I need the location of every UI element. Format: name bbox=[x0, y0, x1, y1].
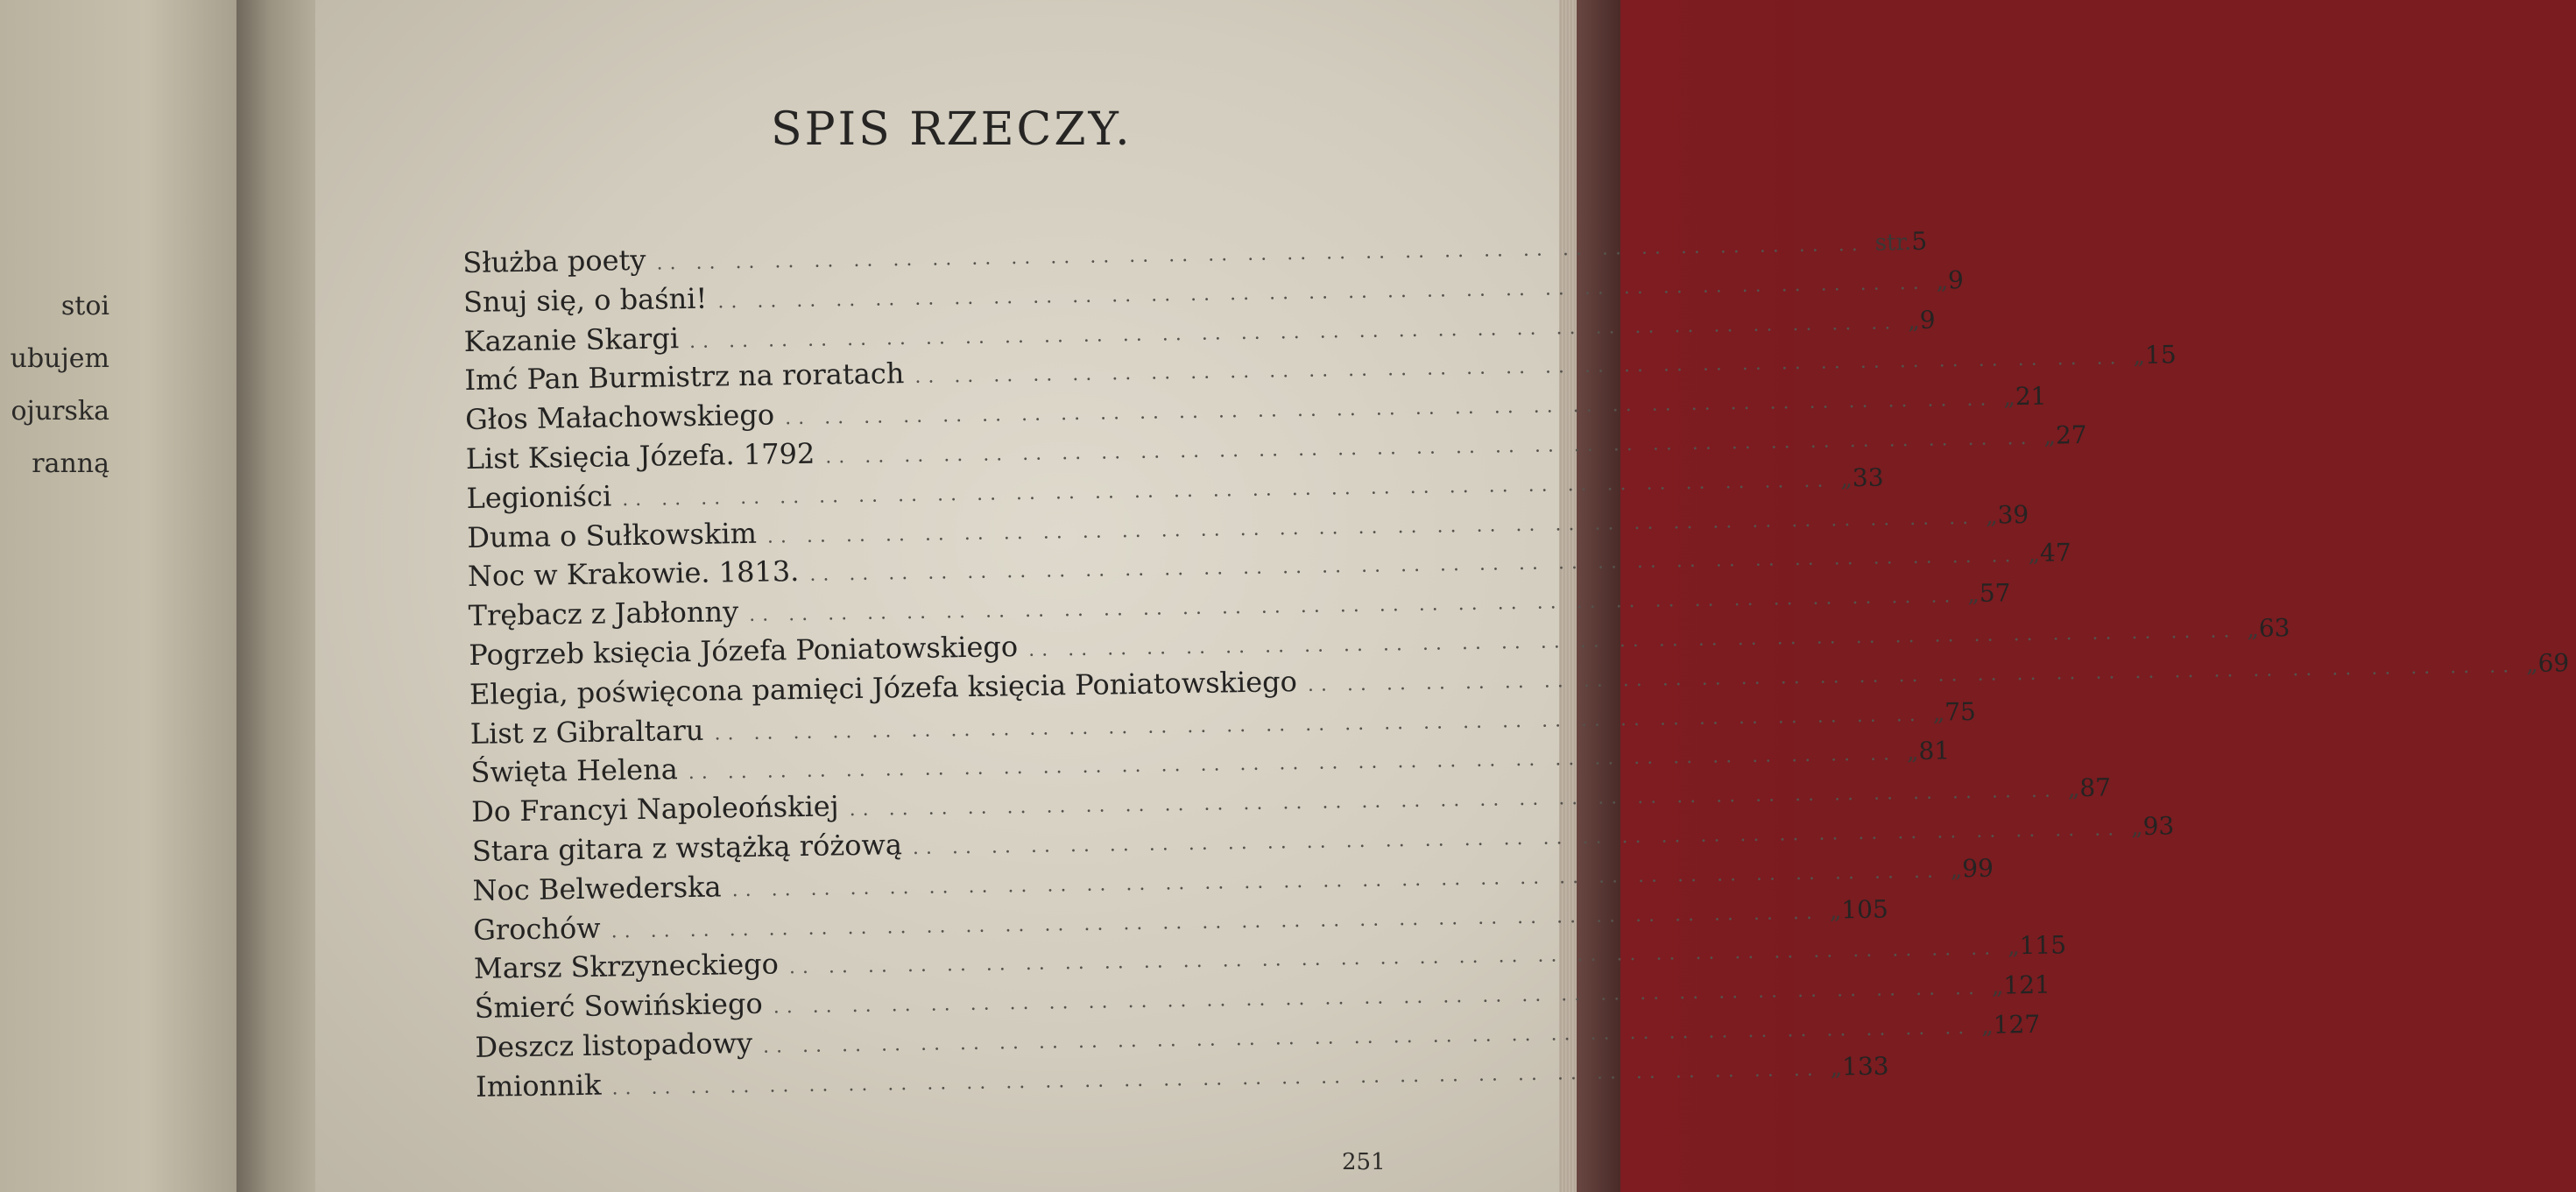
toc-entry-title: Pogrzeb księcia Józefa Poniatowskiego bbox=[469, 630, 1019, 672]
dot-leader: .. .. .. .. .. .. .. .. .. .. .. .. .. .. .. .. .. .. .. .. .. .. .. .. .. .. .. .. .. .. .. bbox=[688, 743, 1897, 785]
toc-entry-title: Grochów bbox=[473, 911, 601, 947]
toc-entry-page: 87 bbox=[2079, 772, 2112, 803]
dot-leader: .. .. .. .. .. .. .. .. .. .. .. .. .. .. .. .. .. .. .. .. .. .. .. .. .. .. .. .. .. .. .. bbox=[849, 779, 2058, 822]
dot-leader: .. .. .. .. .. .. .. .. .. .. .. .. .. .. .. .. .. .. .. .. .. .. .. .. .. .. .. .. .. .. .. bbox=[766, 506, 1976, 548]
dot-leader: .. .. .. .. .. .. .. .. .. .. .. .. .. .. .. .. .. .. .. .. .. .. .. .. .. .. .. .. .. .. .. bbox=[1307, 655, 2516, 696]
toc-entry-title: Elegia, poświęcona pamięci Józefa księcia Poniatowskiego bbox=[469, 664, 1298, 711]
dot-leader: .. .. .. .. .. .. .. .. .. .. .. .. .. .. .. .. .. .. .. .. .. .. .. .. .. .. .. .. .. .. .. bbox=[825, 427, 2034, 469]
ditto-mark: „ bbox=[1991, 973, 2004, 1000]
dot-leader: .. .. .. .. .. .. .. .. .. .. .. .. .. .. .. .. .. .. .. .. .. .. .. .. .. .. .. .. .. .. .. bbox=[688, 311, 1898, 353]
toc-entry-title: Służba poety bbox=[462, 243, 646, 279]
dot-leader: .. .. .. .. .. .. .. .. .. .. .. .. .. .. .. .. .. .. .. .. .. .. .. .. .. .. .. .. .. .. .. bbox=[1027, 620, 2237, 661]
ditto-mark: „ bbox=[2003, 384, 2016, 412]
left-page-fragment: stoi bbox=[60, 291, 109, 321]
toc-entry-page: 21 bbox=[2015, 381, 2047, 412]
ditto-mark: „ bbox=[1950, 856, 1963, 884]
toc-entry-page: 27 bbox=[2055, 420, 2087, 450]
left-page-fragment: ranną bbox=[32, 448, 109, 479]
ditto-mark: „ bbox=[1829, 897, 1842, 925]
dot-leader: .. .. .. .. .. .. .. .. .. .. .. .. .. .. .. .. .. .. .. .. .. .. .. .. .. .. .. .. .. .. .. bbox=[773, 977, 1982, 1019]
toc-entry-title: Noc w Krakowie. 1813. bbox=[467, 554, 800, 594]
dot-leader: .. .. .. .. .. .. .. .. .. .. .. .. .. .. .. .. .. .. .. .. .. .. .. .. .. .. .. .. .. .. .. bbox=[656, 233, 1865, 275]
dot-leader: .. .. .. .. .. .. .. .. .. .. .. .. .. .. .. .. .. .. .. .. .. .. .. .. .. .. .. .. .. .. .. bbox=[785, 388, 1994, 430]
ditto-mark: „ bbox=[2067, 776, 2080, 803]
ditto-mark: „ bbox=[1932, 700, 1945, 727]
table-of-contents bbox=[462, 226, 2570, 1107]
toc-entry-title: Święta Helena bbox=[470, 752, 679, 790]
toc-entry-page: 33 bbox=[1852, 462, 1884, 492]
dot-leader: .. .. .. .. .. .. .. .. .. .. .. .. .. .. .. .. .. .. .. .. .. .. .. .. .. .. .. .. .. .. .. bbox=[622, 469, 1831, 511]
toc-entry-page: 99 bbox=[1962, 853, 1994, 883]
ditto-mark: „ bbox=[2133, 343, 2146, 370]
page-title: SPIS RZECZY. bbox=[771, 103, 1133, 156]
toc-entry-page: 81 bbox=[1918, 736, 1951, 766]
left-page-text bbox=[0, 280, 109, 490]
toc-entry-page: 93 bbox=[2142, 811, 2175, 841]
toc-entry-title: Imć Pan Burmistrz na roratach bbox=[464, 356, 905, 398]
left-page bbox=[0, 0, 263, 1192]
toc-entry-page: 9 bbox=[1919, 305, 1936, 335]
dot-leader: .. .. .. .. .. .. .. .. .. .. .. .. .. .. .. .. .. .. .. .. .. .. .. .. .. .. .. .. .. .. .. bbox=[809, 545, 2018, 587]
toc-entry-title: Duma o Sułkowskim bbox=[466, 516, 758, 554]
toc-entry-page: 105 bbox=[1841, 894, 1889, 924]
dot-leader: .. .. .. .. .. .. .. .. .. .. .. .. .. .. .. .. .. .. .. .. .. .. .. .. .. .. .. .. .. .. .. bbox=[762, 1016, 1972, 1058]
ditto-mark: „ bbox=[1830, 1054, 1843, 1082]
toc-entry-title: List Księcia Józefa. 1792 bbox=[465, 436, 815, 476]
toc-entry-page: 63 bbox=[2258, 613, 2290, 643]
toc-entry-title: Trębacz z Jabłonny bbox=[468, 595, 739, 633]
left-page-fragment: ojurska bbox=[11, 396, 109, 427]
toc-entry-title: Śmierć Sowińskiego bbox=[474, 986, 763, 1026]
toc-entry-title: Imionnik bbox=[475, 1068, 602, 1104]
ditto-mark: „ bbox=[1985, 503, 1998, 530]
toc-entry-page: 75 bbox=[1944, 696, 1977, 727]
toc-entry-title: Kazanie Skargi bbox=[463, 321, 680, 358]
ditto-mark: „ bbox=[2043, 423, 2057, 450]
toc-entry-title: Snuj się, o baśni! bbox=[462, 281, 708, 319]
toc-entry-page: 47 bbox=[2039, 538, 2071, 568]
toc-entry-page: 57 bbox=[1979, 578, 2011, 609]
dot-leader: .. .. .. .. .. .. .. .. .. .. .. .. .. .. .. .. .. .. .. .. .. .. .. .. .. .. .. .. .. .. .. bbox=[714, 703, 1923, 745]
toc-entry-title: Legioniści bbox=[466, 479, 612, 515]
ditto-mark: „ bbox=[1936, 268, 1949, 295]
toc-entry-page: 9 bbox=[1947, 264, 1965, 295]
dot-leader: .. .. .. .. .. .. .. .. .. .. .. .. .. .. .. .. .. .. .. .. .. .. .. .. .. .. .. .. .. .. .. bbox=[748, 585, 1958, 627]
toc-entry-page: 69 bbox=[2537, 648, 2570, 678]
ditto-mark: „ bbox=[2007, 934, 2020, 961]
ditto-mark: „ bbox=[1908, 307, 1920, 335]
toc-entry-page: 115 bbox=[2019, 930, 2067, 961]
dot-leader: .. .. .. .. .. .. .. .. .. .. .. .. .. .. .. .. .. .. .. .. .. .. .. .. .. .. .. .. .. .. .. bbox=[788, 937, 1998, 979]
ditto-mark: „ bbox=[1981, 1012, 1994, 1040]
toc-entry-title: Głos Małachowskiego bbox=[464, 398, 775, 437]
ditto-mark: „ bbox=[2130, 814, 2143, 842]
ditto-mark: „ bbox=[1840, 465, 1853, 493]
left-page-fragment: ubujem bbox=[10, 343, 109, 374]
toc-entry-title: Stara gitara z wstążką różową bbox=[471, 828, 903, 868]
dot-leader: .. .. .. .. .. .. .. .. .. .. .. .. .. .. .. .. .. .. .. .. .. .. .. .. .. .. .. .. .. .. .. bbox=[717, 272, 1926, 314]
toc-entry-page: 121 bbox=[2003, 970, 2051, 1000]
ditto-mark: „ bbox=[2247, 616, 2260, 644]
str-label: str. bbox=[1874, 229, 1912, 257]
dot-leader: .. .. .. .. .. .. .. .. .. .. .. .. .. .. .. .. .. .. .. .. .. .. .. .. .. .. .. .. .. .. .. bbox=[610, 901, 1820, 942]
ditto-mark: „ bbox=[1906, 739, 1919, 766]
toc-entry-page: 39 bbox=[1997, 499, 2029, 530]
ditto-mark: „ bbox=[2028, 541, 2041, 568]
toc-entry-title: Deszcz listopadowy bbox=[475, 1026, 753, 1064]
toc-entry-title: List z Gibraltaru bbox=[469, 713, 704, 751]
ditto-mark: „ bbox=[2525, 651, 2538, 678]
dot-leader: .. .. .. .. .. .. .. .. .. .. .. .. .. .. .. .. .. .. .. .. .. .. .. .. .. .. .. .. .. .. .. bbox=[912, 818, 2121, 859]
toc-entry-page: 15 bbox=[2144, 340, 2177, 370]
toc-entry-page: 127 bbox=[1993, 1009, 2041, 1040]
toc-entry-page: 133 bbox=[1841, 1051, 1889, 1082]
toc-entry-title: Do Francyi Napoleońskiej bbox=[470, 789, 839, 829]
dot-leader: .. .. .. .. .. .. .. .. .. .. .. .. .. .. .. .. .. .. .. .. .. .. .. .. .. .. .. .. .. .. .. bbox=[611, 1058, 1820, 1100]
page-number: 251 bbox=[1342, 1149, 1386, 1175]
ditto-mark: „ bbox=[1967, 582, 1980, 609]
dot-leader: .. .. .. .. .. .. .. .. .. .. .. .. .. .. .. .. .. .. .. .. .. .. .. .. .. .. .. .. .. .. .. bbox=[731, 860, 1941, 902]
toc-entry-title: Noc Belwederska bbox=[472, 870, 722, 907]
toc-entry-page: 5 bbox=[1911, 226, 1928, 257]
toc-entry-title: Marsz Skrzyneckiego bbox=[473, 947, 780, 986]
dot-leader: .. .. .. .. .. .. .. .. .. .. .. .. .. .. .. .. .. .. .. .. .. .. .. .. .. .. .. .. .. .. .. bbox=[914, 347, 2123, 389]
